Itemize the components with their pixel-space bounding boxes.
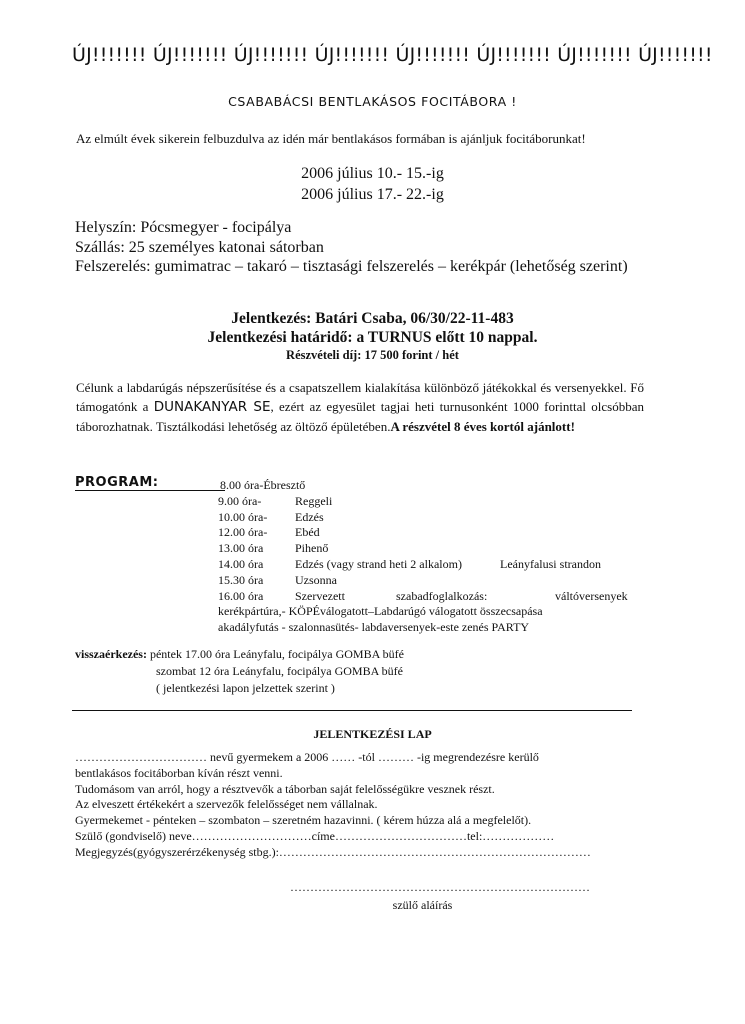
program-underline <box>75 490 225 491</box>
description-text-1: Célunk a labdarúgás népszerűsítése és a csapatszellem kialakítása különböző játékokkal és versenyekkel. Fő támogatónk a <box>76 380 644 414</box>
date-first: 2006 július 10.- 15.-ig <box>301 165 444 182</box>
schedule-activity: Pihenő <box>295 541 329 556</box>
schedule-continuation-2: akadályfutás - szalonnasütés- labdaversenyek-este zenés PARTY <box>218 620 530 634</box>
signature-label: szülő aláírás <box>392 898 453 912</box>
schedule-time: 16.00 óra <box>218 588 264 603</box>
section-divider <box>72 710 632 711</box>
schedule-time: 12.00 óra- <box>218 525 268 540</box>
schedule-activity: Uzsonna <box>295 572 337 587</box>
return-info <box>75 646 404 697</box>
page-title: CSABABÁCSI BENTLAKÁSOS FOCITÁBORA ! <box>228 94 517 109</box>
schedule-wakeup: 8.00 óra-Ébresztő <box>220 478 306 492</box>
schedule-activity-extra: Leányfalusi strandon <box>500 556 601 571</box>
schedule-activity: Edzés <box>295 509 324 524</box>
banner-new: ÚJ!!!!!!! ÚJ!!!!!!! ÚJ!!!!!!! ÚJ!!!!!!! ÚJ!!!!!!! ÚJ!!!!!!! ÚJ!!!!!!! ÚJ!!!!!!! <box>72 44 713 66</box>
schedule-time: 9.00 óra- <box>218 493 262 508</box>
schedule-activity: Ebéd <box>295 525 320 540</box>
form-line: Az elveszett értékekért a szervezők felelősséget nem vállalnak. <box>75 797 378 812</box>
return-line-3: ( jelentkezési lapon jelzettek szerint ) <box>156 681 335 695</box>
intro-text: Az elmúlt évek sikerein felbuzdulva az idén már bentlakásos formában is ajánljuk focitáborunkat! <box>76 131 586 146</box>
date-second: 2006 július 17.- 22.-ig <box>301 186 444 203</box>
contact-deadline: Jelentkezési határidő: a TURNUS előtt 10 nappal. <box>207 329 538 346</box>
schedule-activity-end: váltóversenyek <box>555 588 628 603</box>
form-title: JELENTKEZÉSI LAP <box>313 727 432 741</box>
info-lodging: Szállás: 25 személyes katonai sátorban <box>75 239 324 256</box>
form-line: Tudomásom van arról, hogy a résztvevők a táborban saját felelősségükre vesznek részt. <box>75 781 495 796</box>
registration-form <box>75 750 591 861</box>
sponsor-name: DUNAKANYAR SE <box>153 399 271 415</box>
form-line: bentlakásos focitáborban kíván részt venni. <box>75 765 283 780</box>
contact-fee: Részvételi díj: 17 500 forint / hét <box>286 348 459 362</box>
contact-apply: Jelentkezés: Batári Csaba, 06/30/22-11-483 <box>231 310 514 327</box>
signature-block <box>290 878 590 914</box>
schedule-time: 13.00 óra <box>218 541 264 556</box>
schedule-time: 15.30 óra <box>218 572 264 587</box>
program-label: PROGRAM: <box>75 475 159 490</box>
return-line-2: szombat 12 óra Leányfalu, focipálya GOMBA büfé <box>156 664 403 678</box>
schedule-continuation-1: kerékpártúra,- KÖPÉválogatott–Labdarúgó válogatott összecsapása <box>218 604 543 618</box>
schedule-time: 10.00 óra- <box>218 509 268 524</box>
schedule-activity: Reggeli <box>295 493 333 508</box>
description-text-2: , ezért az egyesület tagjai heti turnusonként 1000 forinttal olcsóbban táborozhatnak. Tisztálkodási lehetőség az öltöző épületében. <box>76 399 644 434</box>
form-line: Gyermekemet - pénteken – szombaton – szeretném hazavinni. ( kérem húzza alá a megfelelőt). <box>75 813 532 828</box>
signature-line: ………………………………………………………………… <box>290 880 590 894</box>
schedule-activity: Edzés (vagy strand heti 2 alkalom) <box>295 556 462 571</box>
info-equipment: Felszerelés: gumimatrac – takaró – tisztasági felszerelés – kerékpár (lehetőség szerint) <box>75 258 628 275</box>
description-paragraph <box>76 378 644 436</box>
return-line-1: péntek 17.00 óra Leányfalu, focipálya GOMBA büfé <box>149 647 404 661</box>
age-note: A részvétel 8 éves kortól ajánlott! <box>390 419 575 434</box>
form-line: Szülő (gondviselő) neve…………………………címe……………………………tel:……………… <box>75 828 555 843</box>
schedule-time: 14.00 óra <box>218 556 264 571</box>
info-location: Helyszín: Pócsmegyer - focipálya <box>75 219 292 236</box>
form-line: Megjegyzés(gyógyszerérzékenység stbg.):…………………………………………………………………… <box>75 844 591 859</box>
form-line: …………………………… nevű gyermekem a 2006 …… -tól ……… -ig megrendezésre kerülő <box>75 750 539 764</box>
return-label: visszaérkezés: <box>75 647 147 661</box>
schedule-activity-mid: szabadfoglalkozás: <box>396 588 488 603</box>
schedule-activity: Szervezett <box>295 588 345 603</box>
